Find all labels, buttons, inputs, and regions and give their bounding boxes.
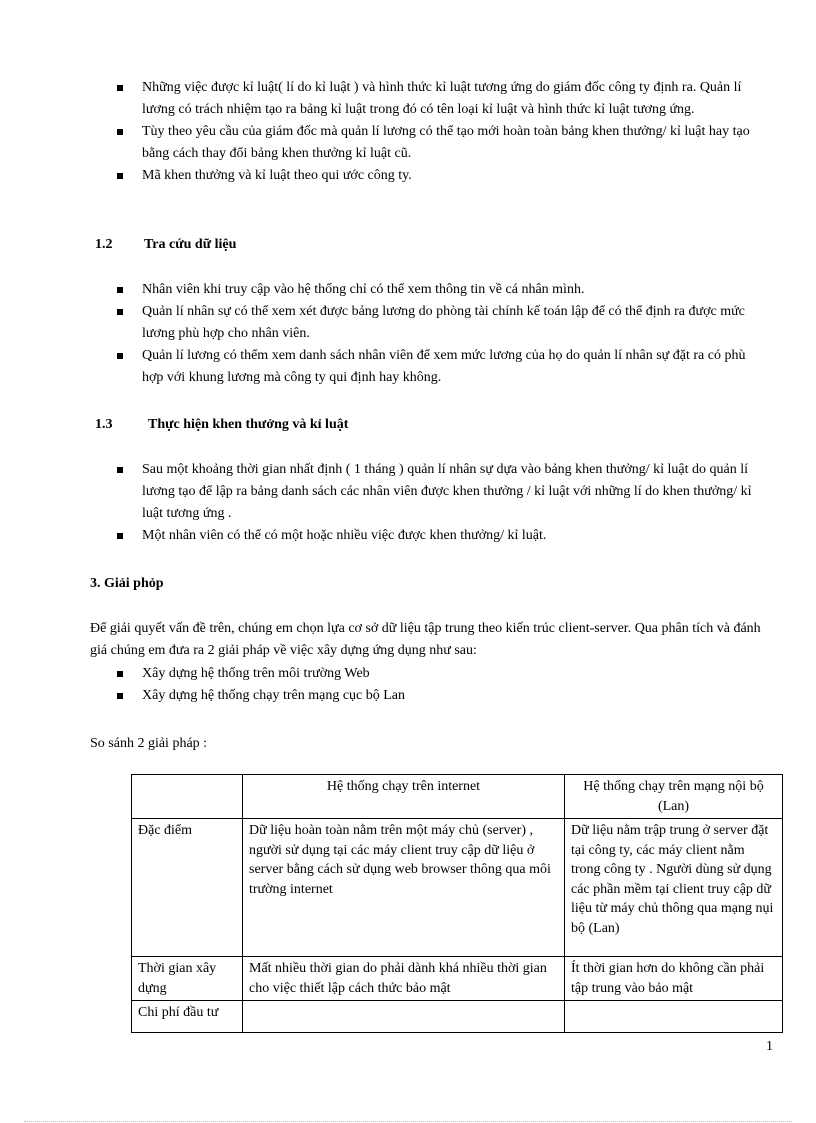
section12-bullet-list [0,279,816,389]
section12-title: Tra cứu dữ liệu [144,237,237,252]
bullet-text: Quản lí nhân sự có thể xem xét được bảng lương do phòng tài chính kế toán lập để có thể định ra được mức lương phù hợp cho nhân viên. [142,304,745,341]
bullet-text: Tùy theo yêu cầu của giám đốc mà quản lí lương có thể tạo mới hoàn toàn bảng khen thưởng/ kỉ luật hay tạo bằng cách thay đổi bảng khen thưởng kỉ luật cũ. [142,124,750,161]
bullet-square-icon [117,309,123,315]
list-item [0,459,816,525]
section3-title: 3. Giải phỏp [90,576,164,591]
table-cell: Dữ liệu nằm trập trung ở server đặt tại công ty, các máy client nằm trong công ty . Người dùng sử dụng các phần mềm tại client truy cập dữ liệu từ máy chủ thông qua mạng nụi bộ (Lan) [565,819,783,957]
table-header-cell: Hệ thống chạy trên internet [243,775,565,819]
bullet-text: Xây dựng hệ thống trên môi trường Web [142,666,370,681]
list-item [0,121,816,165]
bullet-text: Mã khen thưởng và kỉ luật theo qui ước công ty. [142,168,412,183]
list-item [0,279,816,301]
table-row [132,819,783,957]
bullet-square-icon [117,287,123,293]
table-cell [243,1001,565,1033]
table-header-cell: Hệ thống chạy trên mạng nội bộ (Lan) [565,775,783,819]
list-item [0,301,816,345]
bullet-square-icon [117,467,123,473]
bullet-text: Một nhân viên có thể có một hoặc nhiều việc được khen thưởng/ kỉ luật. [142,528,547,543]
list-item [0,165,816,187]
page-number: 1 [766,1039,773,1054]
list-item [0,663,816,685]
section3-intro-paragraph: Để giải quyết vấn đề trên, chúng em chọn lựa cơ sở dữ liệu tập trung theo kiến trúc client-server. Qua phân tích và đánh giá chúng em đưa ra 2 giải pháp về việc xây dựng ứng dụng như sau: [90,621,761,658]
table-cell: Dữ liệu hoàn toàn nằm trên một máy chủ (server) , người sử dụng tại các máy client truy cập dữ liệu ở server bằng cách sử dụng web browser thông qua môi trường internet [243,819,565,957]
section12-bullets-block [0,279,816,389]
section13-bullet-list [0,459,816,547]
bullet-text: Quản lí lương có thểm xem danh sách nhân viên để xem mức lương của họ do quản lí nhân sự đặt ra có phù hợp với khung lương mà công ty qui định hay không. [142,348,746,385]
table-row [132,957,783,1001]
bullet-square-icon [117,533,123,539]
table-cell: Chi phí đầu tư [132,1001,243,1033]
section1-bullet-list [0,77,816,187]
table-cell: Thời gian xây dựng [132,957,243,1001]
table-cell: Ít thời gian hơn do không cần phải tập trung vào bảo mật [565,957,783,1001]
bullet-text: Nhân viên khi truy cập vào hệ thống chỉ có thể xem thông tin về cá nhân mình. [142,282,585,297]
bullet-text: Những việc được kỉ luật( lí do kỉ luật ) và hình thức kỉ luật tương ứng do giám đốc công ty định ra. Quản lí lương có trách nhiệm tạo ra bảng kỉ luật trong đó có tên loại kỉ luật và hình thức kỉ luật tương ứng. [142,80,742,117]
bullet-square-icon [117,671,123,677]
section13-title: Thực hiện khen thưởng và kỉ luật [148,417,349,432]
page-bottom-divider [24,1121,792,1122]
list-item [0,345,816,389]
section3-bullet-list [0,663,816,707]
table-cell: Mất nhiều thời gian do phải dành khá nhiều thời gian cho việc thiết lập cách thức bảo mật [243,957,565,1001]
table-header-cell [132,775,243,819]
table-cell [565,1001,783,1033]
section3-bullets-block [0,663,816,707]
bullet-square-icon [117,353,123,359]
table-row [132,1001,783,1033]
section12-number: 1.2 [95,237,113,252]
list-item [0,77,816,121]
table-header-row [132,775,783,819]
bullet-square-icon [117,129,123,135]
table-cell: Đặc điểm [132,819,243,957]
bullet-text: Sau một khoảng thời gian nhất định ( 1 tháng ) quản lí nhân sự dựa vào bảng khen thưởng/ kỉ luật do quản lí lương tạo để lập ra bảng danh sách các nhân viên được khen thưởng / kỉ luật với những lí do khen thưởng/ kỉ luật tương ứng . [142,462,752,521]
section13-bullets-block [0,459,816,547]
bullet-text: Xây dựng hệ thống chạy trên mạng cục bộ Lan [142,688,406,703]
bullet-square-icon [117,693,123,699]
compare-label: So sánh 2 giải pháp : [90,736,208,751]
section1-bullets-block [0,77,816,187]
bullet-square-icon [117,173,123,179]
list-item [0,685,816,707]
bullet-square-icon [117,85,123,91]
section13-number: 1.3 [95,417,113,432]
list-item [0,525,816,547]
comparison-table [131,774,783,1033]
